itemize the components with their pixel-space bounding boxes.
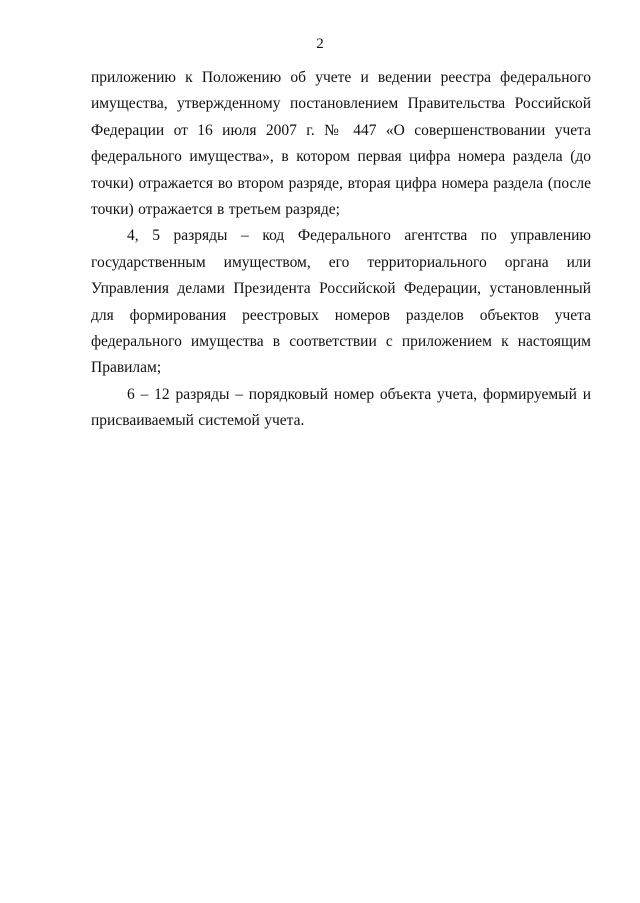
- document-body: [91, 65, 591, 435]
- paragraph-digits-6-12: 6 – 12 разряды – порядковый номер объекта учета, формируемый и присваиваемый системой учета.: [91, 385, 591, 430]
- paragraph-digits-4-5: 4, 5 разряды – код Федерального агентства по управлению государственным имуществом, его территориального органа или Управления делами Президента Российской Федерации, установленный для формирования реестровых номеров разделов объектов учета федерального имущества в соответствии с приложением к настоящим Правилам;: [91, 227, 591, 377]
- page-number: 2: [316, 36, 324, 52]
- paragraph-continuation: приложению к Положению об учете и ведении реестра федерального имущества, утвержденному постановлением Правительства Российской Федерации от 16 июля 2007 г. № 447 «О совершенствовании учета федерального имущества», в котором первая цифра номера раздела (до точки) отражается во втором разряде, вторая цифра номера раздела (после точки) отражается в третьем разряде;: [91, 69, 591, 219]
